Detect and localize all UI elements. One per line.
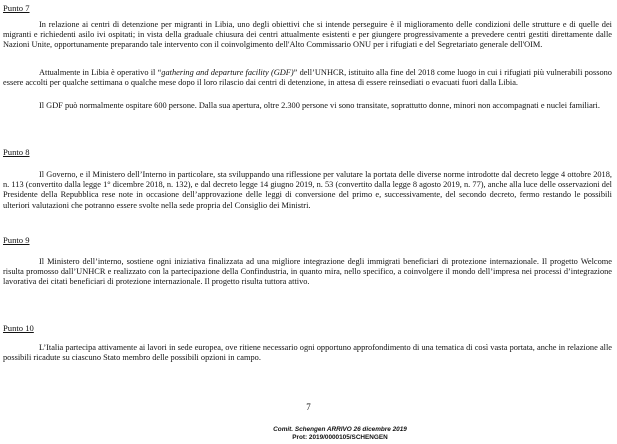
section-heading-punto-7: Punto 7: [3, 3, 30, 13]
paragraph: In relazione ai centri di detenzione per migranti in Libia, uno degli obiettivi che si intende perseguire è il miglioramento delle condizioni delle strutture e di quelle dei migranti e richiedenti asilo ivi ospitati; in vista della graduale chiusura dei centri attualmente esistenti e per giungere progressivamente a prevedere centri gestiti direttamente dalle Nazioni Unite, opportunamente preparando tale intervento con il coinvolgimento dell'Alto Commissario ONU per i rifugiati e del Segretariato generale dell'OIM.: [3, 20, 612, 50]
paragraph: Il Ministero dell’interno, sostiene ogni iniziativa finalizzata ad una migliore integrazione degli immigrati beneficiari di protezione internazionale. Il progetto Welcome risulta promosso dall’UNHCR e realizzato con la partecipazione della Confindustria, in quanto mira, nello specifico, a coinvolgere il mondo dell’impresa nei processi d’integrazione lavorativa dei citati beneficiari di protezione internazionale. Il progetto risulta tuttora attivo.: [3, 257, 612, 287]
emphasis-text: gathering and departure facility (GDF): [161, 68, 294, 77]
section-heading-punto-9: Punto 9: [3, 235, 30, 245]
section-heading-punto-8: Punto 8: [3, 147, 30, 157]
page-number: 7: [306, 402, 311, 412]
paragraph: Il Governo, e il Ministero dell’Interno in particolare, sta sviluppando una riflessione per valutare la portata delle diverse norme introdotte dal decreto legge 4 ottobre 2018, n. 113 (convertito dalla legge 1° dicembre 2018, n. 132), e dal decreto legge 14 giugno 2019, n. 53 (convertito dalla legge 8 agosto 2019, n. 77), anche alla luce delle osservazioni del Presidente della Repubblica rese note in occasione dell’approvazione delle leggi di conversione del primo e, successivamente, del secondo decreto, fermo restando le possibili ulteriori valutazioni che potranno essere svolte nella sede propria del Consiglio dei Ministri.: [3, 170, 612, 210]
paragraph: Il GDF può normalmente ospitare 600 persone. Dalla sua apertura, oltre 2.300 persone vi sono transitate, soprattutto donne, minori non accompagnati e nuclei familiari.: [39, 101, 600, 110]
paragraph: L’Italia partecipa attivamente ai lavori in sede europea, ove ritiene necessario ogni opportuno approfondimento di una tematica di così vasta portata, anche in relazione alle possibili ricadute su ciascuno Stato membro delle possibili opzioni in campo.: [3, 343, 612, 363]
arrival-stamp-line: Comit. Schengen ARRIVO 26 dicembre 2019: [273, 426, 407, 433]
paragraph: Attualmente in Libia è operativo il “gathering and departure facility (GDF)” dell’UNHCR, istituito alla fine del 2018 come luogo in cui i rifugiati più vulnerabili possono essere accolti per qualche settimana o qualche mese dopo il loro rilascio dai centri di detenzione, in attesa di essere reinsediati o evacuati fuori dalla Libia.: [3, 68, 612, 88]
protocol-stamp-line: Prot: 2019/0000105/SCHENGEN: [292, 434, 388, 441]
section-heading-punto-10: Punto 10: [3, 323, 34, 333]
